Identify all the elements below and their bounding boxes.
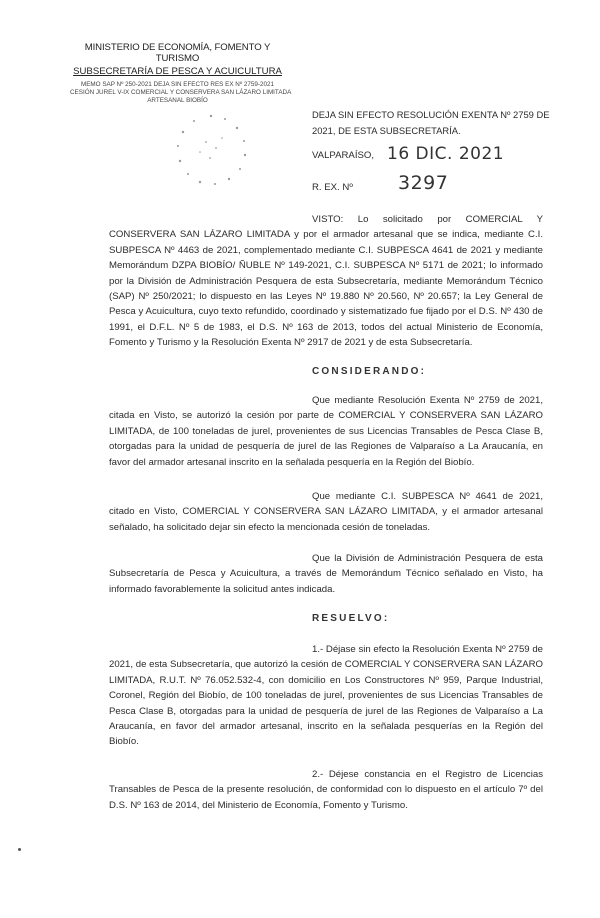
visto-paragraph: VISTO: Lo solicitado por COMERCIAL Y CONSERVERA SAN LÁZARO LIMITADA y por el armador artesanal que se indica, mediante C.I. SUBPESCA Nº 4463 de 2021, complementado mediante C.I. SUBPESCA 4641 de 2021 y mediante Memorándum DZPA BIOBÍO/ ÑUBLE Nº 149-2021, C.I. SUBPESCA Nº 5171 de 2021; lo informado por la División de Administración Pesquera de esta Subsecretaría, mediante Memorándum Técnico (SAP) Nº 250/2021; lo dispuesto en las Leyes Nº 19.880 Nº 20.560, Nº 20.657; la Ley General de Pesca y Acuicultura, cuyo texto refundido, coordinado y sistematizado fue fijado por el D.S. Nº 430 de 1991, el D.F.L. Nº 5 de 1983, el D.S. Nº 163 de 2013, todos del actual Ministerio de Economía, Fomento y Turismo y la Resolución Exenta Nº 2917 de 2021 y de esta Subsecretaría. (109, 214, 543, 349)
resolution-subject: DEJA SIN EFECTO RESOLUCIÓN EXENTA Nº 2759 DE 2021, DE ESTA SUBSECRETARÍA. (312, 109, 550, 136)
office-stamp (170, 108, 252, 190)
resuelvo-heading: RESUELVO: (312, 613, 390, 624)
reference-line: MEMO SAP Nº 250-2021 DEJA SIN EFECTO RES EX Nº 2759-2021 (80, 81, 274, 88)
ministry-name: MINISTERIO DE ECONOMÍA, FOMENTO Y TURISMO (84, 42, 271, 64)
resolution-number: 3297 (398, 172, 449, 194)
considerando-paragraph: Que mediante C.I. SUBPESCA Nº 4641 de 2021, citado en Visto, COMERCIAL Y CONSERVERA SAN LÁZARO LIMITADA, y el armador artesanal señalado, ha solicitado dejar sin efecto la mencionada cesión de toneladas. (109, 491, 543, 533)
reference-line: ARTESANAL BIOBÍO (147, 97, 208, 104)
letterhead (70, 42, 292, 104)
considerando-heading: CONSIDERANDO: (312, 366, 427, 377)
reference-line: CESIÓN JUREL V-IX COMERCIAL Y CONSERVERA SAN LÁZARO LIMITADA (70, 89, 292, 96)
issue-city: VALPARAÍSO, (312, 150, 375, 161)
issue-date-stamp: 16 DIC. 2021 (387, 144, 505, 164)
resolution-number-label: R. EX. Nº (312, 182, 353, 193)
undersecretariat-name: SUBSECRETARÍA DE PESCA Y ACUICULTURA (73, 66, 282, 77)
resuelvo-paragraph: 1.- Déjase sin efecto la Resolución Exenta Nº 2759 de 2021, de esta Subsecretaría, que autorizó la cesión de COMERCIAL Y CONSERVERA SAN LÁZARO LIMITADA, R.U.T. Nº 76.052.532-4, con domicilio en Los Constructores Nº 959, Parque Industrial, Coronel, Región del Biobío, de 100 toneladas de jurel, provenientes de sus Licencias Transables de Pesca Clase B, otorgadas para la unidad de pesquería de jurel de las Regiones de Valparaíso a La Araucanía, en favor del armador artesanal, inscrito en la señalada pesquerías en la Región del Biobío. (109, 644, 543, 748)
resuelvo-paragraph: 2.- Déjese constancia en el Registro de Licencias Transables de Pesca de la presente resolución, de conformidad con lo dispuesto en el artículo 7º del D.S. Nº 163 de 2014, del Ministerio de Economía, Fomento y Turismo. (109, 769, 543, 811)
considerando-paragraph: Que la División de Administración Pesquera de esta Subsecretaría de Pesca y Acuicultura, a través de Memorándum Técnico señalado en Visto, ha informado favorablemente la solicitud antes indicada. (109, 553, 543, 595)
scan-speck (18, 848, 21, 851)
considerando-paragraph: Que mediante Resolución Exenta Nº 2759 de 2021, citada en Visto, se autorizó la cesión por parte de COMERCIAL Y CONSERVERA SAN LÁZARO LIMITADA, de 100 toneladas de jurel, provenientes de sus Licencias Transables de Pesca Clase B, otorgadas para la unidad de pesquería de jurel de las Regiones de Valparaíso a La Araucanía, en favor del armador artesanal inscrito en la señalada pesquería en la Región del Biobío. (109, 395, 543, 468)
